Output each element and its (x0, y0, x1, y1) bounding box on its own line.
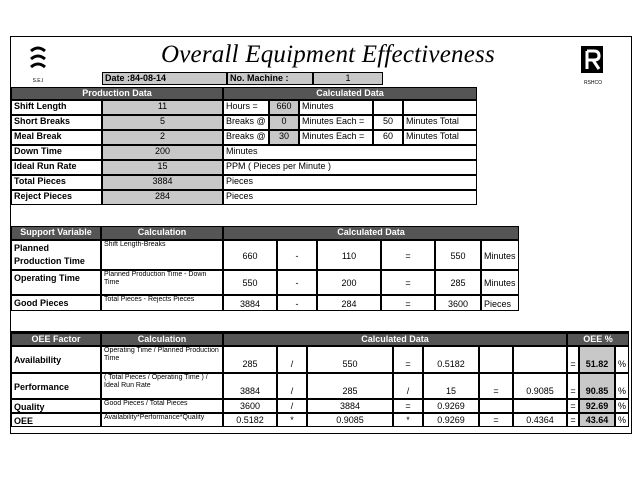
production-row-value: 200 (102, 145, 223, 160)
swirl-logo-icon (25, 45, 51, 73)
support-result: 3600 (435, 295, 481, 311)
oee-value-b: 3884 (307, 399, 393, 413)
production-row-label: Reject Pieces (11, 190, 102, 205)
calc-value-2: 50 (373, 115, 403, 130)
production-row-value: 3884 (102, 175, 223, 190)
support-row-calc: Shift Length-Breaks (101, 240, 223, 270)
production-row-label: Down Time (11, 145, 102, 160)
production-row-value: 11 (102, 100, 223, 115)
right-logo (579, 45, 607, 85)
calc-text-1: Pieces (223, 190, 477, 205)
oee-operator-3 (479, 346, 513, 373)
right-logo-text: RSHCO (583, 80, 603, 86)
oee-value-b: 0.9085 (307, 413, 393, 427)
oee-row-calc: Availability*Performance*Quality (101, 413, 223, 427)
support-operator: - (277, 270, 317, 295)
support-row-label: Good Pieces (11, 295, 101, 311)
calc-text-3: Minutes Total (403, 115, 477, 130)
support-row-calc: Planned Production Time - Down Time (101, 270, 223, 295)
production-row-label: Ideal Run Rate (11, 160, 102, 175)
production-row-label: Total Pieces (11, 175, 102, 190)
oee-value-c: 0.9269 (423, 399, 479, 413)
left-logo (25, 45, 51, 85)
oee-row-label: Performance (11, 373, 101, 399)
oee-value-d: 0.4364 (513, 413, 567, 427)
support-row-label: Planned Production Time (11, 240, 101, 270)
calc-value-2 (373, 100, 403, 115)
oee-operator-2: = (393, 399, 423, 413)
support-unit: Minutes (481, 270, 519, 295)
support-variable-header: Support Variable (11, 226, 101, 240)
oee-operator-1: / (277, 373, 307, 399)
production-row-value: 5 (102, 115, 223, 130)
machine-label: No. Machine : (227, 72, 313, 85)
oee-sheet (10, 36, 632, 434)
oee-percent-header: OEE % (567, 333, 629, 346)
support-equals: = (381, 295, 435, 311)
oee-row-calc: ( Total Pieces / Operating Time ) / Ideal Run Rate (101, 373, 223, 399)
calc-value-2: 60 (373, 130, 403, 145)
support-operator: - (277, 295, 317, 311)
calc-text-1: Pieces (223, 175, 477, 190)
oee-value-b: 550 (307, 346, 393, 373)
calc-text-3: Minutes Total (403, 130, 477, 145)
calc-value-1: 660 (269, 100, 299, 115)
oee-value-a: 3600 (223, 399, 277, 413)
oee-value-a: 3884 (223, 373, 277, 399)
oee-operator-2: * (393, 413, 423, 427)
calc-value-1: 0 (269, 115, 299, 130)
support-result: 285 (435, 270, 481, 295)
oee-percent-value: 92.69 (579, 399, 615, 413)
support-equals: = (381, 270, 435, 295)
support-value-a: 660 (223, 240, 277, 270)
calc-text-2: Minutes Each = (299, 130, 373, 145)
support-value-a: 550 (223, 270, 277, 295)
production-row-label: Short Breaks (11, 115, 102, 130)
oee-operator-3: = (479, 373, 513, 399)
oee-value-a: 285 (223, 346, 277, 373)
oee-equals: = (567, 373, 579, 399)
oee-value-c: 15 (423, 373, 479, 399)
oee-operator-3: = (479, 413, 513, 427)
support-row-label: Operating Time (11, 270, 101, 295)
oee-factor-header: OEE Factor (11, 333, 101, 346)
oee-percent-value: 90.85 (579, 373, 615, 399)
support-value-b: 110 (317, 240, 381, 270)
oee-row-label: Quality (11, 399, 101, 413)
production-row-label: Meal Break (11, 130, 102, 145)
left-logo-text: S.E.I (32, 78, 44, 84)
oee-operator-2: = (393, 346, 423, 373)
calculated-data-header: Calculated Data (223, 87, 477, 100)
page-title: Overall Equipment Effectiveness (161, 41, 495, 68)
date-field: Date :84-08-14 (102, 72, 227, 85)
oee-percent-value: 43.64 (579, 413, 615, 427)
support-operator: - (277, 240, 317, 270)
oee-value-d: 0.9085 (513, 373, 567, 399)
oee-calculation-header: Calculation (101, 333, 223, 346)
support-calculation-header: Calculation (101, 226, 223, 240)
oee-value-c: 0.5182 (423, 346, 479, 373)
oee-equals: = (567, 413, 579, 427)
calc-text-1: PPM ( Pieces per Minute ) (223, 160, 477, 175)
oee-percent-sign: % (615, 346, 629, 373)
calc-text-1: Hours = (223, 100, 269, 115)
oee-percent-sign: % (615, 373, 629, 399)
oee-row-label: OEE (11, 413, 101, 427)
calc-text-1: Breaks @ (223, 130, 269, 145)
oee-equals: = (567, 346, 579, 373)
support-value-b: 284 (317, 295, 381, 311)
support-calculated-data-header: Calculated Data (223, 226, 519, 240)
calc-text-2: Minutes Each = (299, 115, 373, 130)
oee-percent-sign: % (615, 413, 629, 427)
r-logo-icon (579, 45, 607, 75)
section-divider (11, 317, 629, 333)
support-row-calc: Total Pieces - Rejects Pieces (101, 295, 223, 311)
oee-equals: = (567, 399, 579, 413)
calc-text-2: Minutes (299, 100, 373, 115)
oee-value-d (513, 346, 567, 373)
oee-operator-1: * (277, 413, 307, 427)
production-row-value: 2 (102, 130, 223, 145)
oee-operator-1: / (277, 346, 307, 373)
support-result: 550 (435, 240, 481, 270)
oee-operator-1: / (277, 399, 307, 413)
machine-value: 1 (313, 72, 383, 85)
oee-calculated-data-header: Calculated Data (223, 333, 567, 346)
production-row-value: 15 (102, 160, 223, 175)
production-data-header: Production Data (11, 87, 223, 100)
oee-value-c: 0.9269 (423, 413, 479, 427)
support-equals: = (381, 240, 435, 270)
production-row-value: 284 (102, 190, 223, 205)
calc-text-1: Minutes (223, 145, 477, 160)
support-value-a: 3884 (223, 295, 277, 311)
production-row-label: Shift Length (11, 100, 102, 115)
calc-text-1: Breaks @ (223, 115, 269, 130)
oee-percent-value: 51.82 (579, 346, 615, 373)
support-unit: Minutes (481, 240, 519, 270)
oee-row-calc: Good Pieces / Total Pieces (101, 399, 223, 413)
oee-percent-sign: % (615, 399, 629, 413)
support-unit: Pieces (481, 295, 519, 311)
support-value-b: 200 (317, 270, 381, 295)
calc-text-3 (403, 100, 477, 115)
oee-value-a: 0.5182 (223, 413, 277, 427)
calc-value-1: 30 (269, 130, 299, 145)
oee-operator-2: / (393, 373, 423, 399)
oee-value-d (513, 399, 567, 413)
oee-row-label: Availability (11, 346, 101, 373)
oee-operator-3 (479, 399, 513, 413)
oee-row-calc: Operating Time / Planned Production Time (101, 346, 223, 373)
oee-value-b: 285 (307, 373, 393, 399)
